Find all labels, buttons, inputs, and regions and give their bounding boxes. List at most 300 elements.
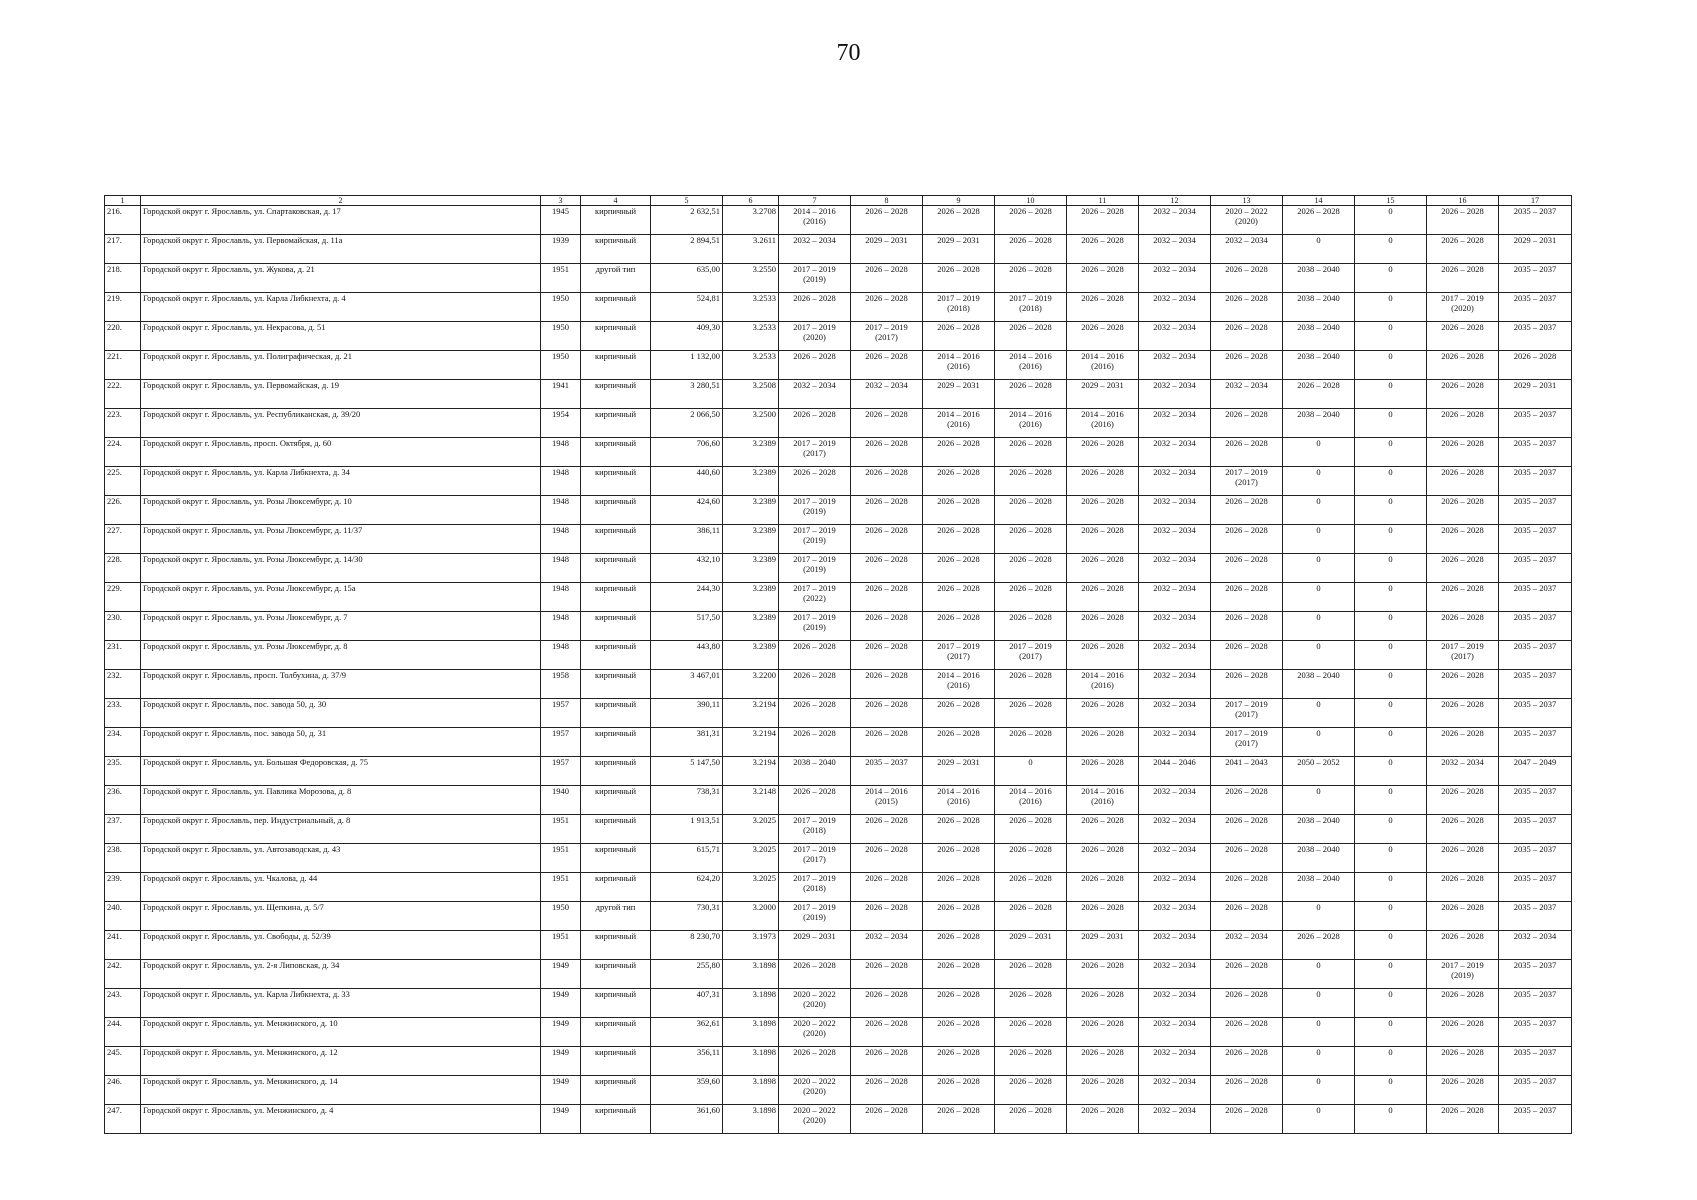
wall-material: кирпичный	[581, 293, 651, 322]
period-col-12: 2032 – 2034	[1139, 351, 1211, 380]
year-built: 1949	[541, 989, 581, 1018]
period-col-9: 2026 – 2028	[923, 525, 995, 554]
period-col-7: 2017 – 2019 (2019)	[779, 264, 851, 293]
year-built: 1950	[541, 322, 581, 351]
table-row	[105, 409, 1572, 438]
period-col-8: 2026 – 2028	[851, 1018, 923, 1047]
table-row	[105, 496, 1572, 525]
column-number-13: 13	[1211, 196, 1283, 206]
period-col-16: 2017 – 2019 (2017)	[1427, 641, 1499, 670]
year-built: 1940	[541, 786, 581, 815]
period-col-7: 2038 – 2040	[779, 757, 851, 786]
area: 5 147,50	[651, 757, 723, 786]
period-col-11: 2026 – 2028	[1067, 264, 1139, 293]
area: 356,11	[651, 1047, 723, 1076]
period-col-10: 2026 – 2028	[995, 902, 1067, 931]
wall-material: кирпичный	[581, 583, 651, 612]
period-col-17: 2047 – 2049	[1499, 757, 1572, 786]
period-col-10: 2026 – 2028	[995, 583, 1067, 612]
period-col-16: 2026 – 2028	[1427, 902, 1499, 931]
table-row	[105, 1105, 1572, 1134]
value-col-15: 0	[1355, 960, 1427, 989]
period-col-14: 0	[1283, 438, 1355, 467]
period-col-11: 2026 – 2028	[1067, 815, 1139, 844]
period-col-10: 2017 – 2019 (2017)	[995, 641, 1067, 670]
period-col-14: 0	[1283, 525, 1355, 554]
period-col-11: 2026 – 2028	[1067, 293, 1139, 322]
period-col-7: 2017 – 2019 (2018)	[779, 815, 851, 844]
year-built: 1951	[541, 815, 581, 844]
period-col-12: 2032 – 2034	[1139, 1018, 1211, 1047]
period-col-8: 2026 – 2028	[851, 206, 923, 235]
period-col-11: 2026 – 2028	[1067, 641, 1139, 670]
period-col-9: 2017 – 2019 (2018)	[923, 293, 995, 322]
row-number: 226.	[105, 496, 141, 525]
period-col-11: 2026 – 2028	[1067, 728, 1139, 757]
period-col-17: 2035 – 2037	[1499, 699, 1572, 728]
value-col-15: 0	[1355, 322, 1427, 351]
period-col-13: 2026 – 2028	[1211, 583, 1283, 612]
period-col-14: 0	[1283, 1076, 1355, 1105]
value-col-15: 0	[1355, 264, 1427, 293]
period-col-16: 2026 – 2028	[1427, 728, 1499, 757]
rating: 3.2550	[723, 264, 779, 293]
period-col-14: 0	[1283, 989, 1355, 1018]
row-number: 240.	[105, 902, 141, 931]
period-col-11: 2014 – 2016 (2016)	[1067, 670, 1139, 699]
period-col-13: 2026 – 2028	[1211, 989, 1283, 1018]
year-built: 1948	[541, 612, 581, 641]
period-col-16: 2026 – 2028	[1427, 583, 1499, 612]
period-col-17: 2035 – 2037	[1499, 786, 1572, 815]
address: Городской округ г. Ярославль, ул. Розы Люксембург, д. 15а	[141, 583, 541, 612]
table-row	[105, 1018, 1572, 1047]
address: Городской округ г. Ярославль, ул. Автозаводская, д. 43	[141, 844, 541, 873]
value-col-15: 0	[1355, 496, 1427, 525]
period-col-11: 2026 – 2028	[1067, 438, 1139, 467]
period-col-13: 2026 – 2028	[1211, 786, 1283, 815]
wall-material: кирпичный	[581, 960, 651, 989]
wall-material: кирпичный	[581, 1076, 651, 1105]
period-col-9: 2029 – 2031	[923, 380, 995, 409]
table-row	[105, 989, 1572, 1018]
period-col-7: 2020 – 2022 (2020)	[779, 1018, 851, 1047]
year-built: 1950	[541, 351, 581, 380]
wall-material: кирпичный	[581, 1018, 651, 1047]
period-col-8: 2026 – 2028	[851, 989, 923, 1018]
period-col-16: 2026 – 2028	[1427, 206, 1499, 235]
rating: 3.1973	[723, 931, 779, 960]
address: Городской округ г. Ярославль, ул. 2-я Липовская, д. 34	[141, 960, 541, 989]
period-col-11: 2026 – 2028	[1067, 902, 1139, 931]
period-col-17: 2035 – 2037	[1499, 1105, 1572, 1134]
period-col-8: 2026 – 2028	[851, 1076, 923, 1105]
period-col-14: 0	[1283, 583, 1355, 612]
row-number: 239.	[105, 873, 141, 902]
address: Городской округ г. Ярославль, просп. Октября, д. 60	[141, 438, 541, 467]
period-col-13: 2026 – 2028	[1211, 1105, 1283, 1134]
row-number: 229.	[105, 583, 141, 612]
row-number: 220.	[105, 322, 141, 351]
period-col-13: 2026 – 2028	[1211, 1047, 1283, 1076]
period-col-13: 2026 – 2028	[1211, 351, 1283, 380]
row-number: 247.	[105, 1105, 141, 1134]
row-number: 228.	[105, 554, 141, 583]
period-col-12: 2032 – 2034	[1139, 554, 1211, 583]
period-col-10: 2026 – 2028	[995, 496, 1067, 525]
rating: 3.1898	[723, 1105, 779, 1134]
table-row	[105, 322, 1572, 351]
period-col-10: 2026 – 2028	[995, 815, 1067, 844]
address: Городской округ г. Ярославль, ул. Некрасова, д. 51	[141, 322, 541, 351]
table-row	[105, 757, 1572, 786]
period-col-12: 2032 – 2034	[1139, 293, 1211, 322]
table-row	[105, 583, 1572, 612]
period-col-16: 2026 – 2028	[1427, 1018, 1499, 1047]
period-col-13: 2017 – 2019 (2017)	[1211, 699, 1283, 728]
rating: 3.2200	[723, 670, 779, 699]
period-col-10: 2026 – 2028	[995, 264, 1067, 293]
wall-material: кирпичный	[581, 351, 651, 380]
period-col-9: 2026 – 2028	[923, 902, 995, 931]
row-number: 244.	[105, 1018, 141, 1047]
period-col-9: 2029 – 2031	[923, 757, 995, 786]
area: 8 230,70	[651, 931, 723, 960]
period-col-13: 2017 – 2019 (2017)	[1211, 728, 1283, 757]
period-col-8: 2026 – 2028	[851, 467, 923, 496]
area: 362,61	[651, 1018, 723, 1047]
period-col-10: 2026 – 2028	[995, 699, 1067, 728]
value-col-15: 0	[1355, 583, 1427, 612]
year-built: 1948	[541, 641, 581, 670]
wall-material: кирпичный	[581, 757, 651, 786]
period-col-13: 2026 – 2028	[1211, 496, 1283, 525]
period-col-9: 2026 – 2028	[923, 989, 995, 1018]
period-col-8: 2026 – 2028	[851, 1105, 923, 1134]
wall-material: кирпичный	[581, 206, 651, 235]
period-col-11: 2014 – 2016 (2016)	[1067, 351, 1139, 380]
period-col-16: 2026 – 2028	[1427, 322, 1499, 351]
period-col-9: 2014 – 2016 (2016)	[923, 670, 995, 699]
period-col-16: 2017 – 2019 (2020)	[1427, 293, 1499, 322]
address: Городской округ г. Ярославль, ул. Жукова, д. 21	[141, 264, 541, 293]
wall-material: кирпичный	[581, 380, 651, 409]
table-row	[105, 380, 1572, 409]
period-col-9: 2026 – 2028	[923, 1047, 995, 1076]
period-col-12: 2044 – 2046	[1139, 757, 1211, 786]
period-col-12: 2032 – 2034	[1139, 815, 1211, 844]
period-col-13: 2026 – 2028	[1211, 902, 1283, 931]
value-col-15: 0	[1355, 206, 1427, 235]
rating: 3.2389	[723, 583, 779, 612]
period-col-10: 2026 – 2028	[995, 960, 1067, 989]
value-col-15: 0	[1355, 931, 1427, 960]
area: 386,11	[651, 525, 723, 554]
address: Городской округ г. Ярославль, ул. Первомайская, д. 11а	[141, 235, 541, 264]
period-col-16: 2026 – 2028	[1427, 1076, 1499, 1105]
period-col-11: 2026 – 2028	[1067, 873, 1139, 902]
period-col-7: 2020 – 2022 (2020)	[779, 989, 851, 1018]
period-col-16: 2026 – 2028	[1427, 931, 1499, 960]
period-col-12: 2032 – 2034	[1139, 1105, 1211, 1134]
year-built: 1945	[541, 206, 581, 235]
wall-material: кирпичный	[581, 815, 651, 844]
period-col-12: 2032 – 2034	[1139, 699, 1211, 728]
period-col-17: 2035 – 2037	[1499, 409, 1572, 438]
period-col-11: 2026 – 2028	[1067, 1076, 1139, 1105]
area: 624,20	[651, 873, 723, 902]
period-col-14: 2050 – 2052	[1283, 757, 1355, 786]
address: Городской округ г. Ярославль, ул. Карла Либкнехта, д. 4	[141, 293, 541, 322]
period-col-9: 2026 – 2028	[923, 612, 995, 641]
address: Городской округ г. Ярославль, ул. Розы Люксембург, д. 11/37	[141, 525, 541, 554]
year-built: 1948	[541, 525, 581, 554]
column-number-9: 9	[923, 196, 995, 206]
period-col-16: 2026 – 2028	[1427, 815, 1499, 844]
area: 443,80	[651, 641, 723, 670]
table-row	[105, 206, 1572, 235]
period-col-7: 2014 – 2016 (2016)	[779, 206, 851, 235]
period-col-14: 0	[1283, 641, 1355, 670]
value-col-15: 0	[1355, 670, 1427, 699]
year-built: 1949	[541, 1076, 581, 1105]
row-number: 234.	[105, 728, 141, 757]
period-col-8: 2026 – 2028	[851, 583, 923, 612]
period-col-17: 2035 – 2037	[1499, 583, 1572, 612]
value-col-15: 0	[1355, 612, 1427, 641]
address: Городской округ г. Ярославль, ул. Свободы, д. 52/39	[141, 931, 541, 960]
period-col-14: 2038 – 2040	[1283, 293, 1355, 322]
area: 3 280,51	[651, 380, 723, 409]
rating: 3.2389	[723, 612, 779, 641]
wall-material: другой тип	[581, 902, 651, 931]
table-row	[105, 554, 1572, 583]
rating: 3.2389	[723, 554, 779, 583]
rating: 3.2533	[723, 293, 779, 322]
wall-material: кирпичный	[581, 1105, 651, 1134]
page-number: 70	[836, 40, 861, 66]
rating: 3.2025	[723, 873, 779, 902]
area: 2 894,51	[651, 235, 723, 264]
period-col-12: 2032 – 2034	[1139, 409, 1211, 438]
period-col-11: 2026 – 2028	[1067, 612, 1139, 641]
period-col-14: 0	[1283, 496, 1355, 525]
period-col-13: 2026 – 2028	[1211, 873, 1283, 902]
period-col-12: 2032 – 2034	[1139, 844, 1211, 873]
period-col-8: 2026 – 2028	[851, 670, 923, 699]
period-col-14: 0	[1283, 1047, 1355, 1076]
area: 409,30	[651, 322, 723, 351]
year-built: 1949	[541, 960, 581, 989]
rating: 3.2389	[723, 467, 779, 496]
period-col-13: 2032 – 2034	[1211, 380, 1283, 409]
area: 2 066,50	[651, 409, 723, 438]
period-col-12: 2032 – 2034	[1139, 670, 1211, 699]
period-col-13: 2020 – 2022 (2020)	[1211, 206, 1283, 235]
period-col-9: 2026 – 2028	[923, 699, 995, 728]
period-col-10: 2026 – 2028	[995, 554, 1067, 583]
period-col-9: 2026 – 2028	[923, 873, 995, 902]
value-col-15: 0	[1355, 815, 1427, 844]
period-col-17: 2035 – 2037	[1499, 989, 1572, 1018]
period-col-9: 2026 – 2028	[923, 1105, 995, 1134]
address: Городской округ г. Ярославль, просп. Толбухина, д. 37/9	[141, 670, 541, 699]
period-col-12: 2032 – 2034	[1139, 583, 1211, 612]
period-col-10: 2026 – 2028	[995, 380, 1067, 409]
year-built: 1948	[541, 438, 581, 467]
period-col-13: 2032 – 2034	[1211, 235, 1283, 264]
period-col-17: 2035 – 2037	[1499, 612, 1572, 641]
period-col-14: 0	[1283, 728, 1355, 757]
period-col-7: 2017 – 2019 (2020)	[779, 322, 851, 351]
period-col-7: 2017 – 2019 (2017)	[779, 844, 851, 873]
period-col-16: 2032 – 2034	[1427, 757, 1499, 786]
period-col-10: 2026 – 2028	[995, 206, 1067, 235]
value-col-15: 0	[1355, 1105, 1427, 1134]
period-col-10: 2026 – 2028	[995, 873, 1067, 902]
period-col-11: 2029 – 2031	[1067, 931, 1139, 960]
area: 524,81	[651, 293, 723, 322]
period-col-8: 2032 – 2034	[851, 380, 923, 409]
period-col-13: 2026 – 2028	[1211, 612, 1283, 641]
period-col-9: 2026 – 2028	[923, 1076, 995, 1105]
row-number: 235.	[105, 757, 141, 786]
row-number: 216.	[105, 206, 141, 235]
period-col-8: 2032 – 2034	[851, 931, 923, 960]
value-col-15: 0	[1355, 699, 1427, 728]
year-built: 1948	[541, 583, 581, 612]
period-col-13: 2026 – 2028	[1211, 438, 1283, 467]
row-number: 231.	[105, 641, 141, 670]
rating: 3.1898	[723, 989, 779, 1018]
period-col-16: 2026 – 2028	[1427, 1047, 1499, 1076]
period-col-8: 2026 – 2028	[851, 554, 923, 583]
period-col-16: 2026 – 2028	[1427, 467, 1499, 496]
rating: 3.2533	[723, 351, 779, 380]
period-col-14: 2038 – 2040	[1283, 351, 1355, 380]
period-col-10: 2026 – 2028	[995, 728, 1067, 757]
period-col-13: 2026 – 2028	[1211, 670, 1283, 699]
period-col-16: 2026 – 2028	[1427, 1105, 1499, 1134]
period-col-14: 2038 – 2040	[1283, 670, 1355, 699]
year-built: 1949	[541, 1018, 581, 1047]
area: 255,80	[651, 960, 723, 989]
period-col-13: 2026 – 2028	[1211, 554, 1283, 583]
value-col-15: 0	[1355, 873, 1427, 902]
period-col-7: 2026 – 2028	[779, 786, 851, 815]
address: Городской округ г. Ярославль, ул. Республиканская, д. 39/20	[141, 409, 541, 438]
row-number: 217.	[105, 235, 141, 264]
area: 1 132,00	[651, 351, 723, 380]
period-col-10: 2026 – 2028	[995, 525, 1067, 554]
period-col-7: 2029 – 2031	[779, 931, 851, 960]
period-col-11: 2026 – 2028	[1067, 206, 1139, 235]
period-col-17: 2035 – 2037	[1499, 1047, 1572, 1076]
column-number-10: 10	[995, 196, 1067, 206]
period-col-16: 2026 – 2028	[1427, 989, 1499, 1018]
table-row	[105, 786, 1572, 815]
period-col-12: 2032 – 2034	[1139, 496, 1211, 525]
table-row	[105, 264, 1572, 293]
address: Городской округ г. Ярославль, ул. Розы Люксембург, д. 10	[141, 496, 541, 525]
row-number: 241.	[105, 931, 141, 960]
period-col-9: 2014 – 2016 (2016)	[923, 409, 995, 438]
period-col-14: 2026 – 2028	[1283, 380, 1355, 409]
period-col-13: 2026 – 2028	[1211, 815, 1283, 844]
period-col-12: 2032 – 2034	[1139, 525, 1211, 554]
period-col-10: 2014 – 2016 (2016)	[995, 409, 1067, 438]
row-number: 237.	[105, 815, 141, 844]
period-col-7: 2026 – 2028	[779, 293, 851, 322]
year-built: 1951	[541, 264, 581, 293]
period-col-7: 2017 – 2019 (2022)	[779, 583, 851, 612]
wall-material: кирпичный	[581, 844, 651, 873]
year-built: 1958	[541, 670, 581, 699]
period-col-17: 2035 – 2037	[1499, 467, 1572, 496]
period-col-11: 2026 – 2028	[1067, 757, 1139, 786]
period-col-8: 2017 – 2019 (2017)	[851, 322, 923, 351]
column-number-16: 16	[1427, 196, 1499, 206]
period-col-12: 2032 – 2034	[1139, 728, 1211, 757]
rating: 3.2508	[723, 380, 779, 409]
period-col-10: 2026 – 2028	[995, 1076, 1067, 1105]
period-col-7: 2017 – 2019 (2018)	[779, 873, 851, 902]
period-col-12: 2032 – 2034	[1139, 1047, 1211, 1076]
period-col-13: 2026 – 2028	[1211, 293, 1283, 322]
period-col-12: 2032 – 2034	[1139, 264, 1211, 293]
column-number-14: 14	[1283, 196, 1355, 206]
area: 3 467,01	[651, 670, 723, 699]
period-col-14: 2038 – 2040	[1283, 844, 1355, 873]
area: 635,00	[651, 264, 723, 293]
period-col-17: 2035 – 2037	[1499, 641, 1572, 670]
period-col-13: 2026 – 2028	[1211, 1076, 1283, 1105]
year-built: 1948	[541, 554, 581, 583]
period-col-7: 2026 – 2028	[779, 670, 851, 699]
housing-registry-table	[104, 195, 1572, 1134]
period-col-9: 2026 – 2028	[923, 728, 995, 757]
period-col-12: 2032 – 2034	[1139, 786, 1211, 815]
value-col-15: 0	[1355, 786, 1427, 815]
address: Городской округ г. Ярославль, ул. Большая Федоровская, д. 75	[141, 757, 541, 786]
column-number-3: 3	[541, 196, 581, 206]
area: 738,31	[651, 786, 723, 815]
period-col-11: 2026 – 2028	[1067, 322, 1139, 351]
table-row	[105, 873, 1572, 902]
period-col-17: 2026 – 2028	[1499, 351, 1572, 380]
rating: 3.2533	[723, 322, 779, 351]
period-col-10: 2026 – 2028	[995, 467, 1067, 496]
period-col-14: 0	[1283, 554, 1355, 583]
column-number-5: 5	[651, 196, 723, 206]
row-number: 245.	[105, 1047, 141, 1076]
rating: 3.1898	[723, 960, 779, 989]
wall-material: другой тип	[581, 264, 651, 293]
period-col-13: 2026 – 2028	[1211, 264, 1283, 293]
value-col-15: 0	[1355, 351, 1427, 380]
value-col-15: 0	[1355, 293, 1427, 322]
area: 706,60	[651, 438, 723, 467]
row-number: 222.	[105, 380, 141, 409]
rating: 3.2389	[723, 525, 779, 554]
period-col-16: 2026 – 2028	[1427, 351, 1499, 380]
period-col-17: 2035 – 2037	[1499, 554, 1572, 583]
address: Городской округ г. Ярославль, пер. Индустриальный, д. 8	[141, 815, 541, 844]
address: Городской округ г. Ярославль, ул. Розы Люксембург, д. 14/30	[141, 554, 541, 583]
value-col-15: 0	[1355, 467, 1427, 496]
period-col-13: 2026 – 2028	[1211, 322, 1283, 351]
period-col-10: 0	[995, 757, 1067, 786]
